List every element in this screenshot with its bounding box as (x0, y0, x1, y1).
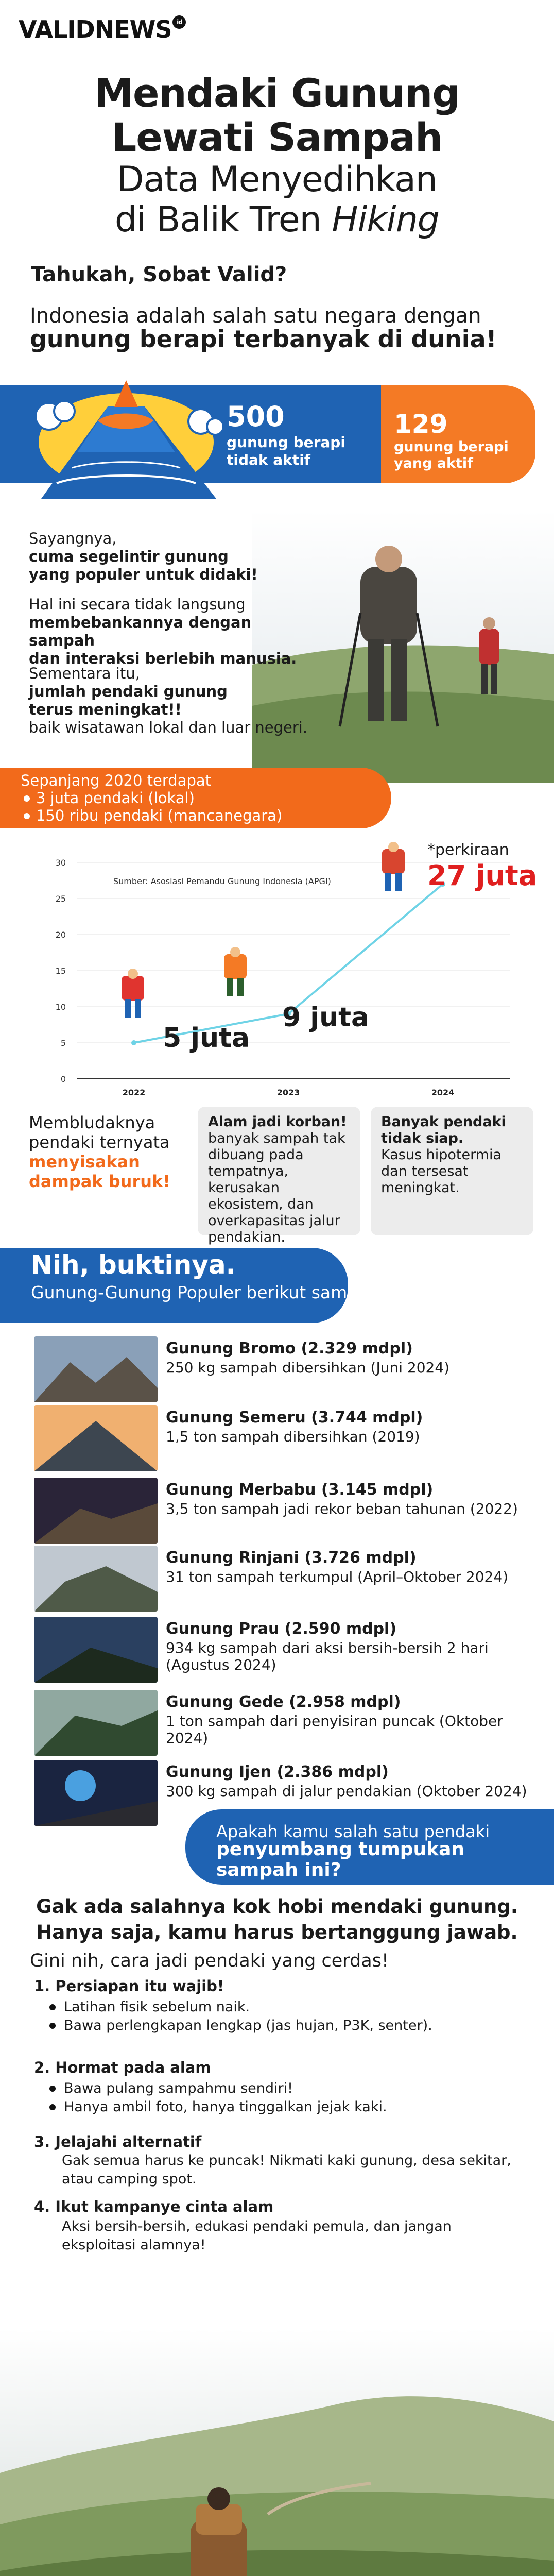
active-volcano-label: gunung berapi yang aktif (394, 439, 509, 471)
y-tick-label: 5 (60, 1038, 66, 1048)
list-item: Gunung Prau (2.590 mdpl) 934 kg sampah dari aksi bersih-bersih 2 hari (Agustus 2024) (34, 1617, 544, 1683)
x-tick-label: 2024 (431, 1088, 455, 1097)
hiker-landscape-photo (0, 2329, 554, 2576)
merbabu-photo (34, 1478, 158, 1544)
impact-intro: Membludaknya pendaki ternyata menyisakan dampak buruk! (29, 1113, 170, 1191)
list-item: 3 juta pendaki (lokal) (21, 789, 391, 807)
y-tick-label: 20 (55, 930, 66, 940)
list-item: 150 ribu pendaki (mancanegara) (21, 807, 391, 824)
tip-heading: 1. Persiapan itu wajib! (34, 1977, 224, 1995)
intro-line: Indonesia adalah salah satu negara dengan (30, 304, 481, 328)
list-item: Gunung Semeru (3.744 mdpl) 1,5 ton sampah dibersihkan (2019) (34, 1405, 544, 1471)
y-tick-label: 25 (55, 894, 66, 904)
question-line: Apakah kamu salah satu pendaki (216, 1822, 490, 1841)
y-tick-label: 0 (60, 1074, 66, 1084)
list-item: Gunung Gede (2.958 mdpl) 1 ton sampah dari penyisiran puncak (Oktober 2024) (34, 1690, 544, 1756)
tip-text: Gak semua harus ke puncak! Nikmati kaki gunung, desa sekitar, atau camping spot. (62, 2153, 511, 2187)
semeru-photo (34, 1405, 158, 1471)
paragraph-burden: Hal ini secara tidak langsung membebankannya dengan sampah dan interaksi berlebih manusia. (29, 596, 297, 667)
hiker-icon-2023 (224, 947, 247, 996)
list-item: Gunung Bromo (2.329 mdpl) 250 kg sampah dibersihkan (Juni 2024) (34, 1336, 544, 1402)
hiker-icon-2024 (382, 842, 405, 891)
page-title: Mendaki Gunung Lewati Sampah Data Menyedihkan di Balik Tren Hiking (94, 70, 460, 240)
evidence-subtitle: Gunung-Gunung Populer berikut sampah masing-masing. (31, 1282, 521, 1302)
x-tick-label: 2022 (122, 1088, 146, 1097)
data-label-2022: 5 juta (163, 1023, 250, 1054)
hiker-icon-2022 (122, 969, 144, 1018)
impact-box-unprepared: Banyak pendaki tidak siap. Kasus hipotermia dan tersesat meningkat. (371, 1107, 533, 1235)
y-tick-label: 15 (55, 966, 66, 976)
paragraph-popular: Sayangnya, cuma segelintir gunung yang populer untuk didaki! (29, 530, 258, 583)
estimate-note: *perkiraan (427, 841, 509, 859)
data-point (131, 1040, 136, 1045)
question-highlight: penyumbang tumpukan sampah ini? (216, 1839, 465, 1880)
tahukah-heading: Tahukah, Sobat Valid? (31, 263, 287, 286)
inactive-volcano-count: 500 (227, 400, 285, 433)
tip-heading: 4. Ikut kampanye cinta alam (34, 2198, 274, 2215)
ijen-photo (34, 1760, 158, 1826)
active-volcano-count: 129 (394, 409, 448, 439)
rinjani-photo (34, 1546, 158, 1612)
intro-highlight: gunung berapi terbanyak di dunia! (30, 325, 497, 353)
list-item: Latihan fisik sebelum naik. (46, 1998, 530, 2016)
tips-intro: Gini nih, cara jadi pendaki yang cerdas! (30, 1951, 389, 1971)
impact-box-nature: Alam jadi korban! banyak sampah tak dibuang pada tempatnya, kerusakan ekosistem, dan overkapasitas jalur pendakian. (198, 1107, 360, 1235)
validnews-logo: VALIDNEWS id (19, 15, 186, 43)
y-tick-label: 10 (55, 1002, 66, 1012)
list-item: Gunung Ijen (2.386 mdpl) 300 kg sampah di jalur pendakian (Oktober 2024) (34, 1760, 544, 1826)
gede-photo (34, 1690, 158, 1756)
stats-2020-bubble: Sepanjang 2020 terdapat 3 juta pendaki (lokal) 150 ribu pendaki (mancanegara) (0, 768, 391, 828)
closing-statement: Gak ada salahnya kok hobi mendaki gunung. Hanya saja, kamu harus bertanggung jawab. (36, 1895, 518, 1943)
evidence-title: Nih, buktinya. (31, 1250, 236, 1280)
tip-heading: 3. Jelajahi alternatif (34, 2133, 202, 2150)
bromo-photo (34, 1336, 158, 1402)
list-item: Gunung Rinjani (3.726 mdpl) 31 ton sampah terkumpul (April–Oktober 2024) (34, 1546, 544, 1612)
tip-text: Aksi bersih-bersih, edukasi pendaki pemula, dan jangan eksploitasi alamnya! (62, 2218, 452, 2253)
x-tick-label: 2023 (276, 1088, 300, 1097)
chart-source: Sumber: Asosiasi Pemandu Gunung Indonesia (APGI) (113, 876, 331, 886)
inactive-volcano-label: gunung berapi tidak aktif (227, 434, 345, 468)
volcano-illustration (21, 370, 232, 509)
prau-photo (34, 1617, 158, 1683)
tip-heading: 2. Hormat pada alam (34, 2059, 211, 2076)
data-label-2023: 9 juta (282, 1002, 370, 1033)
paragraph-increase: Sementara itu, jumlah pendaki gunung terus meningkat!! baik wisatawan lokal dan luar negeri. (29, 665, 308, 736)
data-label-2024: 27 juta (427, 859, 538, 892)
list-item: Bawa perlengkapan lengkap (jas hujan, P3K, senter). (46, 2016, 530, 2035)
list-item: Bawa pulang sampahmu sendiri! (46, 2079, 530, 2098)
list-item: Hanya ambil foto, hanya tinggalkan jejak kaki. (46, 2098, 530, 2116)
list-item: Gunung Merbabu (3.145 mdpl) 3,5 ton sampah jadi rekor beban tahunan (2022) (34, 1478, 544, 1544)
y-tick-label: 30 (55, 858, 66, 868)
